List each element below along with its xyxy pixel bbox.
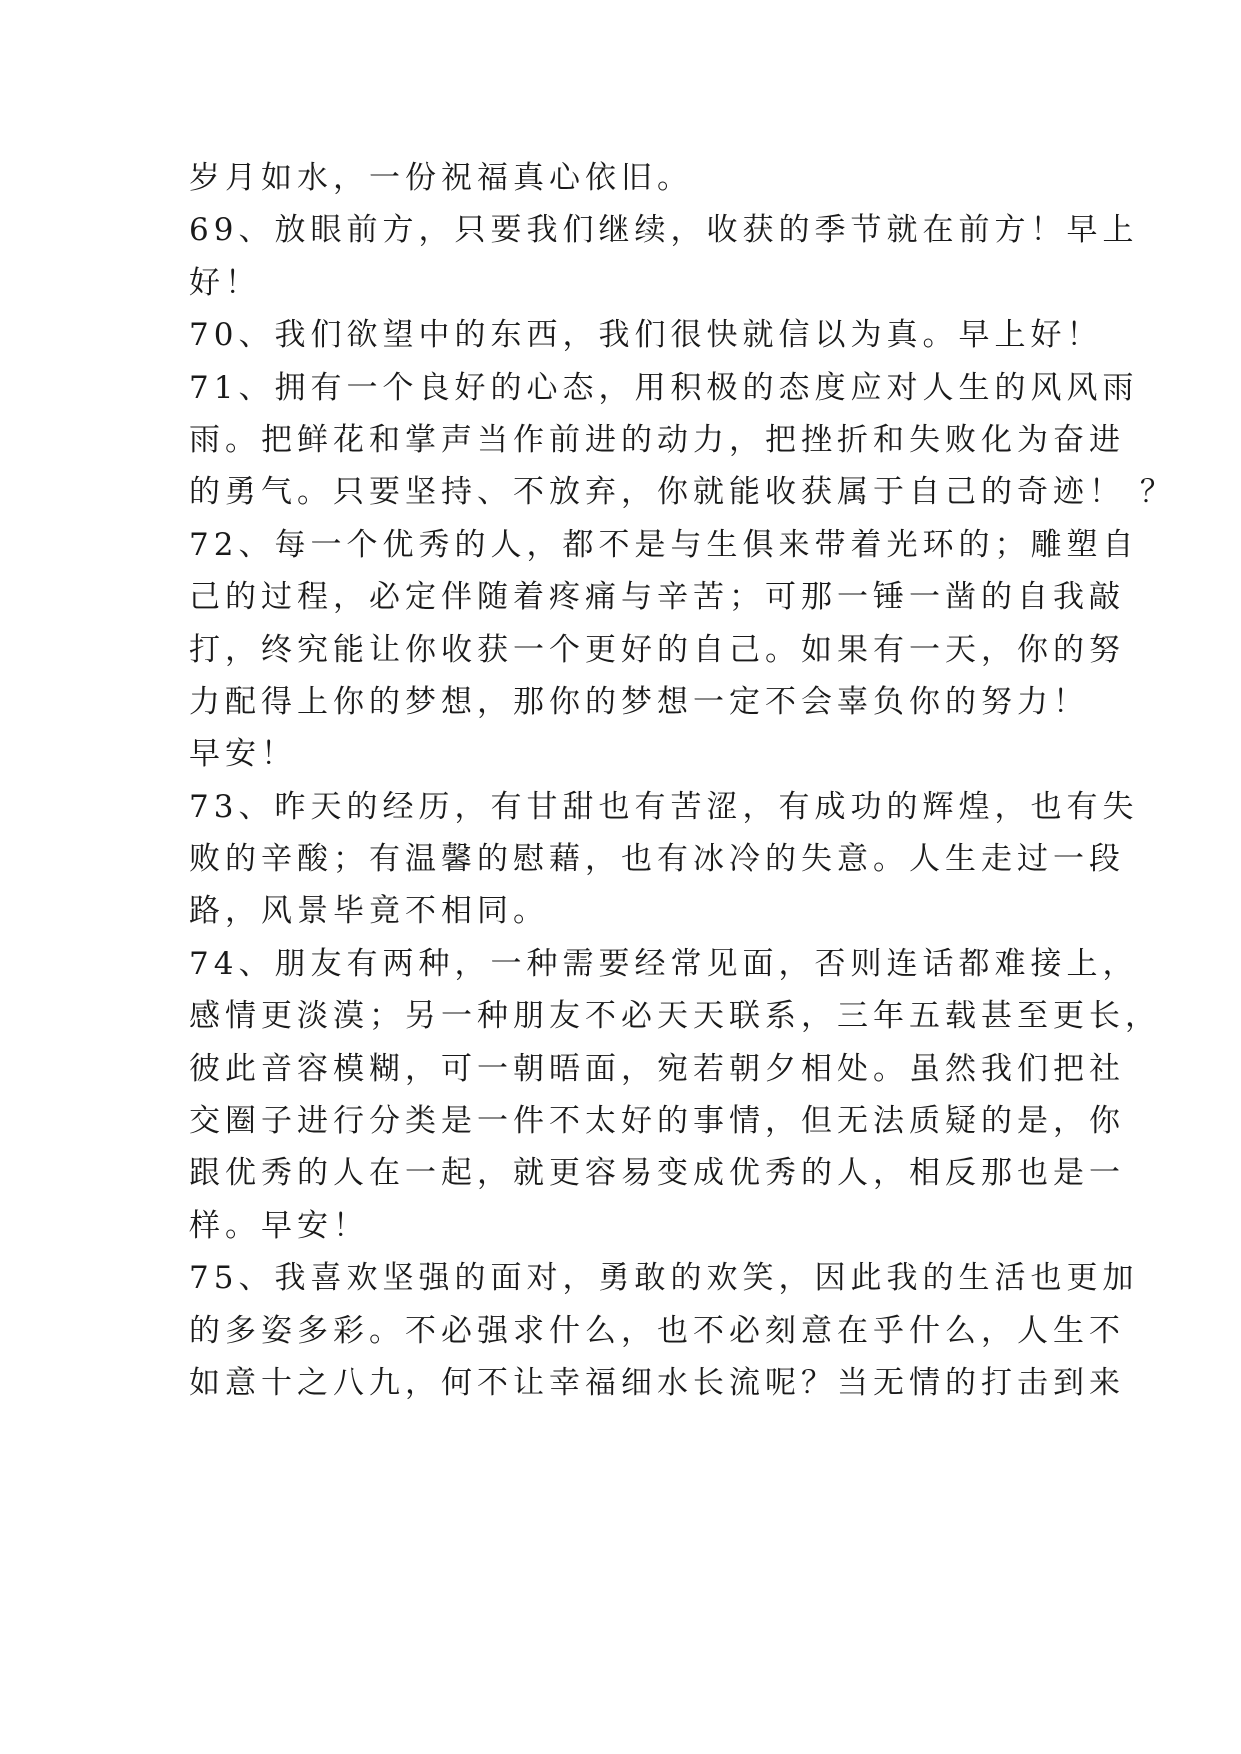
text-line: 跟优秀的人在一起，就更容易变成优秀的人，相反那也是一 (189, 1155, 1125, 1192)
text-line: 彼此音容模糊，可一朝晤面，宛若朝夕相处。虽然我们把社 (189, 1050, 1125, 1087)
text-line: 感情更淡漠；另一种朋友不必天天联系，三年五载甚至更长， (189, 998, 1161, 1035)
text-line: 雨。把鲜花和掌声当作前进的动力，把挫折和失败化为奋进 (189, 421, 1125, 458)
text-line: 路，风景毕竟不相同。 (189, 893, 549, 930)
text-line: 72、每一个优秀的人，都不是与生俱来带着光环的；雕塑自 (189, 526, 1139, 563)
text-line: 74、朋友有两种，一种需要经常见面，否则连话都难接上， (189, 945, 1139, 982)
text-line: 75、我喜欢坚强的面对，勇敢的欢笑，因此我的生活也更加 (189, 1260, 1139, 1297)
document-body (189, 152, 1176, 1409)
text-line: 样。早安！ (189, 1207, 369, 1244)
text-line: 好！ (189, 264, 261, 301)
text-line: 力配得上你的梦想，那你的梦想一定不会辜负你的努力！ (189, 683, 1089, 720)
text-line: 73、昨天的经历，有甘甜也有苦涩，有成功的辉煌，也有失 (189, 788, 1139, 825)
text-line: 的多姿多彩。不必强求什么，也不必刻意在乎什么，人生不 (189, 1312, 1125, 1349)
text-line: 71、拥有一个良好的心态，用积极的态度应对人生的风风雨 (189, 369, 1139, 406)
text-line: 69、放眼前方，只要我们继续，收获的季节就在前方！早上 (189, 212, 1139, 249)
text-line: 如意十之八九，何不让幸福细水长流呢？当无情的打击到来 (189, 1364, 1125, 1401)
text-line: 己的过程，必定伴随着疼痛与辛苦；可那一锤一凿的自我敲 (189, 579, 1125, 616)
text-line: 交圈子进行分类是一件不太好的事情，但无法质疑的是，你 (189, 1103, 1125, 1140)
text-line: 早安！ (189, 736, 297, 773)
text-line: 70、我们欲望中的东西，我们很快就信以为真。早上好！ (189, 317, 1103, 354)
text-line: 的勇气。只要坚持、不放弃，你就能收获属于自己的奇迹！ ？ (189, 474, 1176, 511)
text-line: 岁月如水，一份祝福真心依旧。 (189, 160, 693, 196)
text-line: 打，终究能让你收获一个更好的自己。如果有一天，你的努 (189, 631, 1125, 668)
text-line: 败的辛酸；有温馨的慰藉，也有冰冷的失意。人生走过一段 (189, 841, 1125, 878)
